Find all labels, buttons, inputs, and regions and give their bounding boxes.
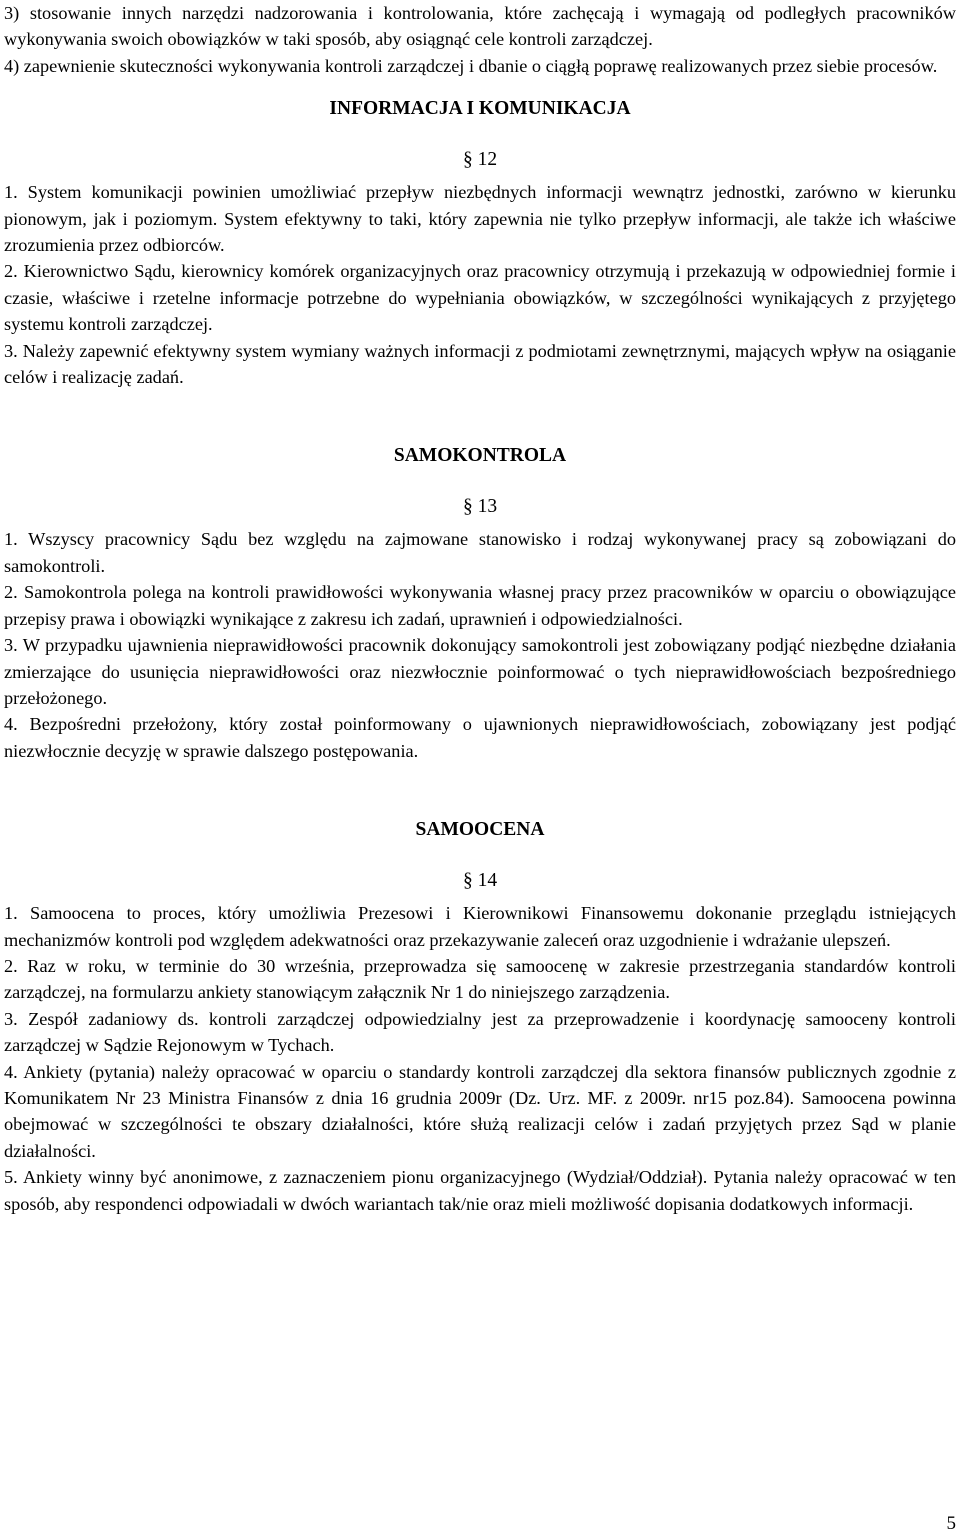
list-item-4: 4) zapewnienie skuteczności wykonywania kontroli zarządczej i dbanie o ciągłą poprawę realizowanych przez siebie procesów.	[4, 55, 938, 76]
paragraph-13-1: 1. Wszyscy pracownicy Sądu bez względu na zajmowane stanowisko i rodzaj wykonywanej pracy są zobowiązani do samokontroli.	[4, 529, 956, 576]
paragraph-14-5: 5. Ankiety winny być anonimowe, z zaznaczeniem pionu organizacyjnego (Wydział/Oddział). Pytania należy opracować w ten sposób, aby respondenci odpowiadali w dwóch wariantach tak/nie oraz mieli możliwość dopisania dodatkowych informacji.	[4, 1167, 956, 1214]
section-heading-samoocena: SAMOOCENA	[415, 819, 545, 841]
paragraph-13-2: 2. Samokontrola polega na kontroli prawidłowości wykonywania własnej pracy przez pracowników w oparciu o obowiązujące przepisy prawa i obowiązki wynikające z zakresu ich zadań, uprawnień i odpowiedzialności.	[4, 582, 956, 629]
document-page	[4, 0, 956, 1537]
paragraph-13-3: 3. W przypadku ujawnienia nieprawidłowości pracownik dokonujący samokontroli jest zobowiązany podjąć niezbędne działania zmierzające do usunięcia nieprawidłowości oraz niezwłocznie poinformować o tych nieprawidłowościach bezpośredniego przełożonego.	[4, 635, 956, 708]
page-number: 5	[946, 1513, 956, 1534]
section-number-13: § 13	[462, 496, 498, 518]
paragraph-13-4: 4. Bezpośredni przełożony, który został poinformowany o ujawnionych nieprawidłowościach, zobowiązany jest podjąć niezwłocznie decyzję w sprawie dalszego postępowania.	[4, 714, 956, 761]
paragraph-14-1: 1. Samoocena to proces, który umożliwia Prezesowi i Kierownikowi Finansowemu dokonanie przeglądu istniejących mechanizmów kontroli pod względem adekwatności oraz przekazywanie zaleceń oraz uzgodnienie i wdrażanie ulepszeń.	[4, 903, 956, 950]
paragraph-12-2: 2. Kierownictwo Sądu, kierownicy komórek organizacyjnych oraz pracownicy otrzymują i przekazują w odpowiedniej formie i czasie, właściwe i rzetelne informacje potrzebne do wypełniania obowiązków, w szczególności wynikających z przyjętego systemu kontroli zarządczej.	[4, 261, 956, 335]
section-number-12: § 12	[462, 149, 498, 171]
section-heading-informacja: INFORMACJA I KOMUNIKACJA	[329, 98, 631, 120]
section-heading-samokontrola: SAMOKONTROLA	[393, 445, 567, 467]
paragraph-14-3: 3. Zespół zadaniowy ds. kontroli zarządczej odpowiedzialny jest za przeprowadzenie i koordynację samooceny kontroli zarządczej w Sądzie Rejonowym w Tychach.	[4, 1008, 956, 1056]
paragraph-14-2: 2. Raz w roku, w terminie do 30 września, przeprowadza się samoocenę w zakresie przestrzegania standardów kontroli zarządczej, na formularzu ankiety stanowiącym załącznik Nr 1 do niniejszego zarządzenia.	[4, 955, 956, 1003]
paragraph-14-4: 4. Ankiety (pytania) należy opracować w oparciu o standardy kontroli zarządczej dla sektora finansów publicznych zgodnie z Komunikatem Nr 23 Ministra Finansów z dnia 16 grudnia 2009r (Dz. Urz. MF. z 2009r. nr15 poz.84). Samoocena powinna obejmować w szczególności te obszary działalności, które służą realizacji celów i zadań przyjętych przez Sąd w planie działalności.	[4, 1061, 956, 1161]
paragraph-12-1: 1. System komunikacji powinien umożliwiać przepływ niezbędnych informacji wewnątrz jednostki, zarówno w kierunku pionowym, jak i poziomym. System efektywny to taki, który zapewnia nie tylko przepływ informacji, ale także ich właściwe zrozumienia przez odbiorców.	[4, 182, 956, 256]
list-item-3: 3) stosowanie innych narzędzi nadzorowania i kontrolowania, które zachęcają i wymagają od podległych pracowników wykonywania swoich obowiązków w taki sposób, aby osiągnąć cele kontroli zarządczej.	[4, 3, 956, 50]
section-number-14: § 14	[462, 870, 498, 892]
paragraph-12-3: 3. Należy zapewnić efektywny system wymiany ważnych informacji z podmiotami zewnętrznymi, mających wpływ na osiąganie celów i realizację zadań.	[4, 340, 956, 388]
